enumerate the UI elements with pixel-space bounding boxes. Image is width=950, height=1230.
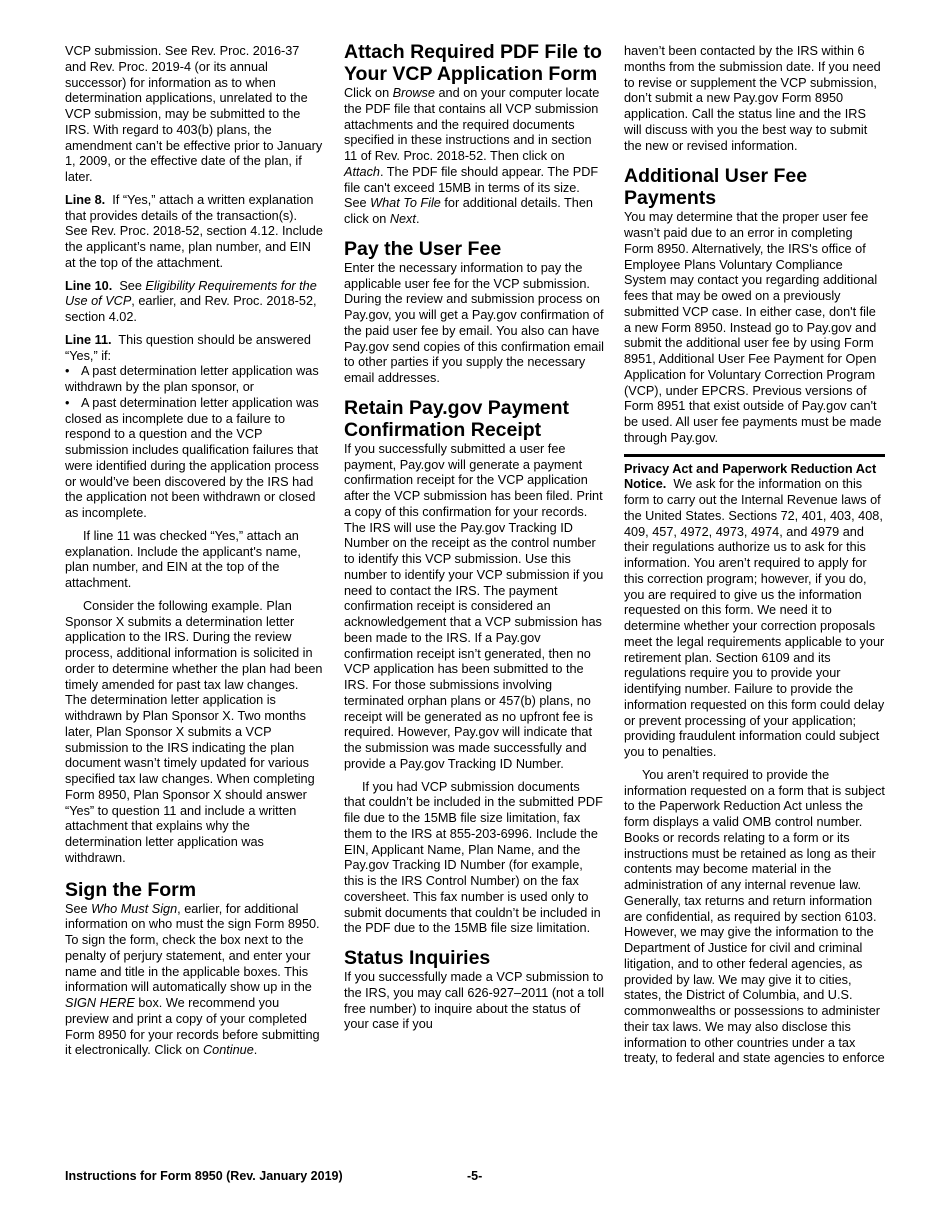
- heading-additional-user-fee: Additional User Fee Payments: [624, 165, 808, 210]
- reference-next: Next: [389, 212, 416, 226]
- line-11-text: This question should be answered “Yes,” if:: [65, 332, 311, 363]
- line-10-post: , earlier, and Rev. Proc. 2018-52, section 4.02.: [65, 294, 317, 324]
- paragraph-retain-receipt: If you successfully submitted a user fee payment, Pay.gov will generate a payment confirmation receipt for the VCP application after the VCP submission has been filed. Print a copy of this confirmation for your records. The IRS will use the Pay.gov Tracking ID Number on the receipt as the control number to identify this VCP submission. Use this number to identify your VCP submission if you need to contact the IRS. The payment confirmation receipt is considered an acknowledgement that a VCP submission has been made to the IRS. If a Pay.gov confirmation receipt isn’t generated, then no VCP application has been submitted to the IRS. For those submissions involving terminated orphan plans or 457(b) plans, no receipt will be generated as no upfront fee is required. However, Pay.gov will indicate that the submission was made successfully and provide a Pay.gov Tracking ID Number.: [344, 441, 604, 771]
- paragraph-status-inquiries: If you successfully made a VCP submission to the IRS, you may call 626-927–2011 (not a toll free number) to inquire about the status of your case if you: [344, 970, 605, 1032]
- paragraph-additional-user-fee: You may determine that the proper user fee wasn’t paid due to an error in completing Form 8950. Alternatively, the IRS's office of Employee Plans Voluntary Compliance System may contact you regarding additional fees that may be owed on a previously submitted VCP case. In either case, don't file a new Form 8950. Instead go to Pay.gov and submit the additional user fee by using Form 8951, Additional User Fee Payment for Open Application for Voluntary Correction Program (VCP), under EPCRS. Previous versions of Form 8951 that exist outside of Pay.gov can't be used. All user fee payments must be made through Pay.gov.: [624, 210, 882, 445]
- text-run: for additional details. Then click on: [344, 196, 593, 226]
- privacy-act-text: We ask for the information on this form to carry out the Internal Revenue laws of the United States. Sections 72, 401, 403, 408, 409, 457, 4972, 4973, 4974, and 4979 and their regulations authorize us to ask for this information. You aren’t required to apply for this correction program; however, if you do, you are required to give us the information requested on this form. We need it to determine whether your correction proposals meet the legal requirements applicable to your retirement plan. Section 6109 and its regulations require you to provide your identifying number. Failure to provide the information requested on this form could delay or prevent processing of your application; providing fraudulent information could subject you to penalties.: [624, 477, 885, 759]
- privacy-act-label: Privacy Act and Paperwork Reduction Act Notice.: [624, 461, 877, 492]
- reference-browse: Browse: [392, 86, 435, 100]
- bullet-text: A past determination letter application was closed as incomplete due to a failure to respond to a question and the VCP submission includes qualification failures that were identified during the application process or would’ve been discovered by the IRS had the application not been withdrawn or closed as incomplete.: [65, 395, 319, 520]
- text-run: .: [415, 212, 420, 226]
- bullet-text: A past determination letter application was withdrawn by the plan sponsor, or: [65, 364, 319, 394]
- paragraph-not-required: You aren’t required to provide the information requested on a form that is subject to the Paperwork Reduction Act unless the form displays a valid OMB control number. Books or records relating to a form or its instructions must be retained as long as their contents may become material in the administration of any internal revenue law. Generally, tax returns and return information are confidential, as required by section 6103. However, we may give the information to the Department of Justice for civil and criminal litigation, and to other federal agencies, as provided by law. We may give it to cities, states, the District of Columbia, and U.S. commonwealths or possessions to administer their tax laws. We may also disclose this information to other countries under a tax treaty, to federal and state agencies to enforce: [624, 767, 885, 1066]
- text-run: Click on: [344, 86, 390, 100]
- line-8-instruction: [65, 193, 323, 272]
- page-number: -5-: [467, 1169, 483, 1183]
- column-3: [624, 44, 885, 1074]
- line-10-reference: Eligibility Requirements for the Use of VCP: [65, 278, 317, 309]
- section-divider: [624, 454, 885, 457]
- heading-retain-receipt: Retain Pay.gov Payment Confirmation Receipt: [344, 396, 570, 441]
- line-11-instruction: [65, 333, 323, 365]
- paragraph-example: Consider the following example. Plan Sponsor X submits a determination letter application to the IRS. During the review process, additional information is solicited in order to determine whether the plan had been timely amended for past tax law changes. The determination letter application is withdrawn by Plan Sponsor X. Two months later, Plan Sponsor X submits a VCP submission to the IRS indicating the plan document wasn’t timely updated for various specified tax law changes. When completing Form 8950, Plan Sponsor X should answer “Yes” to question 11 and include a written attachment that explains why the determination letter application was withdrawn.: [65, 598, 323, 865]
- bullet-item: [65, 396, 323, 522]
- heading-status-inquiries: Status Inquiries: [344, 947, 491, 969]
- text-run: , earlier, for additional information on who must the sign Form 8950. To sign the form, check the box next to the penalty of perjury statement, and enter your name and title in the applicable boxes. This information will automatically show up in the: [65, 901, 320, 995]
- paragraph-fax: If you had VCP submission documents that couldn’t be included in the submitted PDF file due to the 15MB file size limitation, fax them to the IRS at 855-203-6996. Include the EIN, Applicant Name, Plan Name, and the Pay.gov Tracking ID Number (for example, this is the IRS Control Number) on the fax coversheet. This fax number is used only to submit documents that couldn’t be included in the PDF due to the 15MB file size limitation.: [344, 779, 603, 936]
- paragraph-line-11-yes: If line 11 was checked “Yes,” attach an explanation. Include the applicant's name, plan number, and EIN at the top of the attachment.: [65, 528, 301, 590]
- heading-sign-the-form: Sign the Form: [65, 878, 197, 901]
- paragraph-continued: haven’t been contacted by the IRS within 6 months from the submission date. If you need to revise or supplement the VCP submission, don’t submit a new Pay.gov Form 8950 application. Call the status line and the IRS will discuss with you the best way to submit the new or revised information.: [624, 44, 881, 153]
- reference-who-must-sign: Who Must Sign: [91, 901, 178, 916]
- text-run: box. We recommend you preview and print a copy of your completed Form 8950 for your records before submitting it electronically. Click on: [65, 996, 320, 1058]
- page-footer: [65, 1169, 885, 1187]
- text-run: See: [65, 901, 88, 916]
- bullet-icon: •: [65, 364, 70, 379]
- paragraph-privacy-act: [624, 462, 885, 761]
- paragraph-continued: VCP submission. See Rev. Proc. 2016-37 and Rev. Proc. 2019-4 (or its annual successor) for information as to when determination applications, unrelated to the VCP submission, may be submitted to the IRS. With regard to 403(b) plans, the amendment can’t be effective prior to January 1, 2009, or the effective date of the plan, if later.: [65, 44, 323, 184]
- paragraph-pay-user-fee: Enter the necessary information to pay the applicable user fee for the VCP submission. During the review and submission process on Pay.gov, you will get a Pay.gov confirmation of the paid user fee by email. You also can have Pay.gov send copies of this confirmation email to other parties if you supply the necessary email addresses.: [344, 260, 604, 385]
- paragraph-sign-the-form: [65, 902, 323, 1060]
- text-run: . The PDF file should appear. The PDF file can't exceed 15MB in terms of its size. See: [344, 164, 599, 211]
- bullet-icon: •: [65, 395, 70, 410]
- heading-pay-user-fee: Pay the User Fee: [344, 237, 502, 260]
- paragraph-attach-pdf: [344, 86, 604, 228]
- reference-continue: Continue: [202, 1043, 254, 1058]
- line-10-instruction: [65, 279, 323, 326]
- line-8-text: If “Yes,” attach a written explanation that provides details of the transaction(s). See Rev. Proc. 2018-52, section 4.12. Include the applicant’s name, plan number, and EIN at the top of the attachment.: [65, 192, 323, 270]
- text-run: .: [253, 1043, 258, 1058]
- reference-what-to-file: What To File: [370, 196, 441, 211]
- line-11-label: Line 11.: [65, 332, 112, 347]
- footer-title: Instructions for Form 8950 (Rev. January 2019): [65, 1169, 343, 1183]
- column-2: [344, 41, 605, 1040]
- reference-sign-here: SIGN HERE: [65, 996, 135, 1010]
- line-10-pre: See: [119, 278, 142, 293]
- line-8-label: Line 8.: [65, 192, 106, 207]
- bullet-item: [65, 364, 323, 396]
- heading-attach-pdf: Attach Required PDF File to Your VCP Application Form: [344, 41, 602, 85]
- reference-attach: Attach: [344, 164, 380, 179]
- column-1: [65, 44, 323, 1066]
- text-run: and on your computer locate the PDF file that contains all VCP submission attachments and the required documents specified in these instructions and in section 11 of Rev. Proc. 2018-52. Then click on: [344, 86, 600, 163]
- line-10-label: Line 10.: [65, 278, 113, 293]
